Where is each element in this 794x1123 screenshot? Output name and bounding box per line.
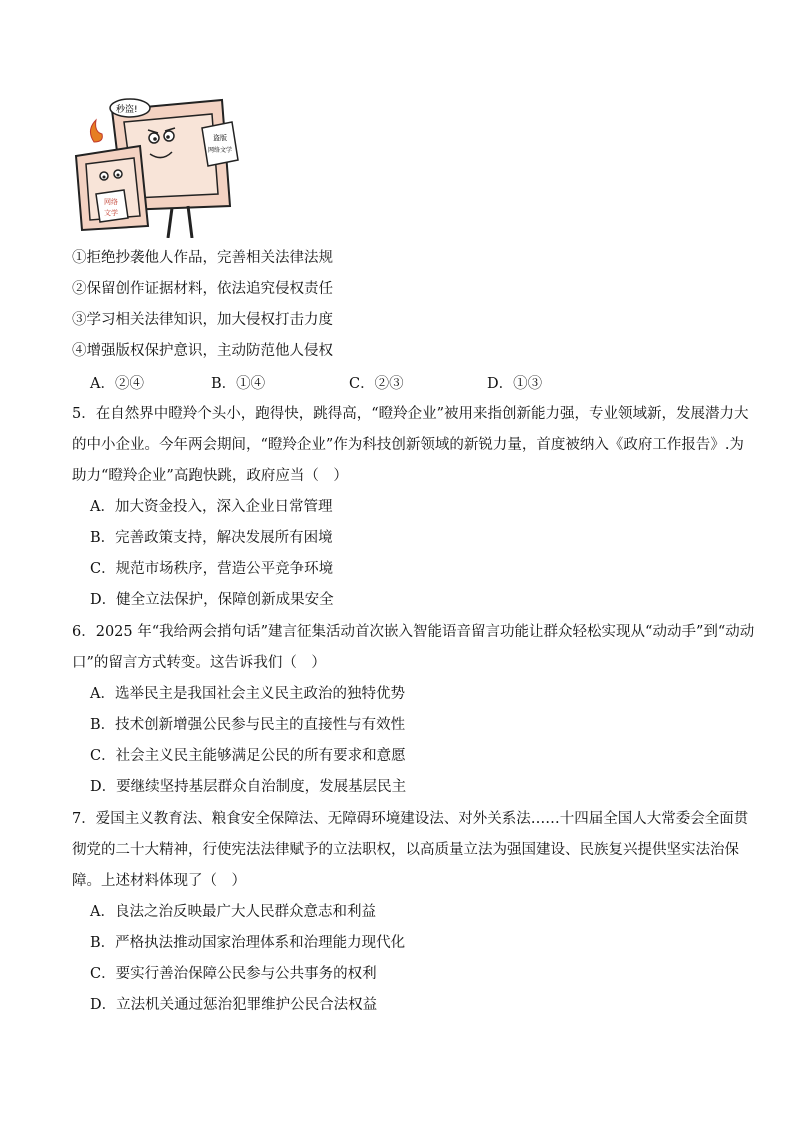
q6-option-c[interactable]: C．社会主义民主能够满足公民的所有要求和意愿 bbox=[90, 748, 406, 764]
q5-option-c[interactable]: C．规范市场秩序，营造公平竞争环境 bbox=[90, 561, 334, 577]
q7-stem-line2: 彻党的二十大精神，行使宪法法律赋予的立法职权，以高质量立法为强国建设、民族复兴提供坚实法治保 bbox=[72, 842, 739, 858]
q5-option-b[interactable]: B．完善政策支持，解决发展所有困境 bbox=[90, 530, 333, 546]
q5-stem-line1: 5．在自然界中瞪羚个头小，跑得快，跳得高，“瞪羚企业”被用来指创新能力强，专业领域新，发展潜力大 bbox=[72, 406, 749, 422]
q7-option-b[interactable]: B．严格执法推动国家治理体系和治理能力现代化 bbox=[90, 935, 406, 951]
q5-stem-line3: 助力“瞪羚企业”高跑快跳，政府应当（ ） bbox=[72, 468, 348, 484]
q7-option-d[interactable]: D．立法机关通过惩治犯罪维护公民合法权益 bbox=[90, 997, 378, 1013]
cartoon-sign-left-line2: 文学 bbox=[104, 209, 118, 217]
q4-choice-d[interactable]: D．①③ bbox=[487, 376, 543, 392]
q4-statement-4: ④增强版权保护意识，主动防范他人侵权 bbox=[72, 343, 333, 359]
q5-option-d[interactable]: D．健全立法保护，保障创新成果安全 bbox=[90, 592, 334, 608]
q6-option-d[interactable]: D．要继续坚持基层群众自治制度，发展基层民主 bbox=[90, 779, 407, 795]
cartoon-illustration bbox=[72, 98, 250, 238]
cartoon-sign-right-line1: 盗版 bbox=[213, 134, 227, 142]
q5-stem-line2: 的中小企业。今年两会期间，“瞪羚企业”作为科技创新领域的新锐力量，首度被纳入《政府工作报告》.为 bbox=[72, 437, 744, 453]
q4-statement-1: ①拒绝抄袭他人作品，完善相关法律法规 bbox=[72, 250, 333, 266]
q4-choices bbox=[90, 372, 690, 392]
cartoon-sign-right-line2: 网络文学 bbox=[208, 147, 233, 154]
q7-option-c[interactable]: C．要实行善治保障公民参与公共事务的权利 bbox=[90, 966, 377, 982]
q4-statement-2: ②保留创作证据材料，依法追究侵权责任 bbox=[72, 281, 333, 297]
q6-option-b[interactable]: B．技术创新增强公民参与民主的直接性与有效性 bbox=[90, 717, 406, 733]
q4-statement-3: ③学习相关法律知识，加大侵权打击力度 bbox=[72, 312, 333, 328]
cartoon-speech-bubble: 秒盗! bbox=[116, 105, 138, 115]
q4-choice-a[interactable]: A．②④ bbox=[90, 376, 144, 392]
q6-stem-line1: 6．2025 年“我给两会捎句话”建言征集活动首次嵌入智能语音留言功能让群众轻松实现从“动动手”到“动动 bbox=[72, 624, 755, 640]
q7-stem-line3: 障。上述材料体现了（ ） bbox=[72, 873, 246, 889]
q6-option-a[interactable]: A．选举民主是我国社会主义民主政治的独特优势 bbox=[90, 686, 405, 702]
q6-stem-line2: 口”的留言方式转变。这告诉我们（ ） bbox=[72, 655, 326, 671]
q4-choice-b[interactable]: B．①④ bbox=[211, 376, 266, 392]
q4-choice-c[interactable]: C．②③ bbox=[349, 376, 404, 392]
cartoon-sign-left-line1: 网络 bbox=[104, 198, 118, 206]
q7-stem-line1: 7．爱国主义教育法、粮食安全保障法、无障碍环境建设法、对外关系法……十四届全国人大常委会全面贯 bbox=[72, 811, 749, 827]
q7-option-a[interactable]: A．良法之治反映最广大人民群众意志和利益 bbox=[90, 904, 376, 920]
q5-option-a[interactable]: A．加大资金投入，深入企业日常管理 bbox=[90, 499, 333, 515]
